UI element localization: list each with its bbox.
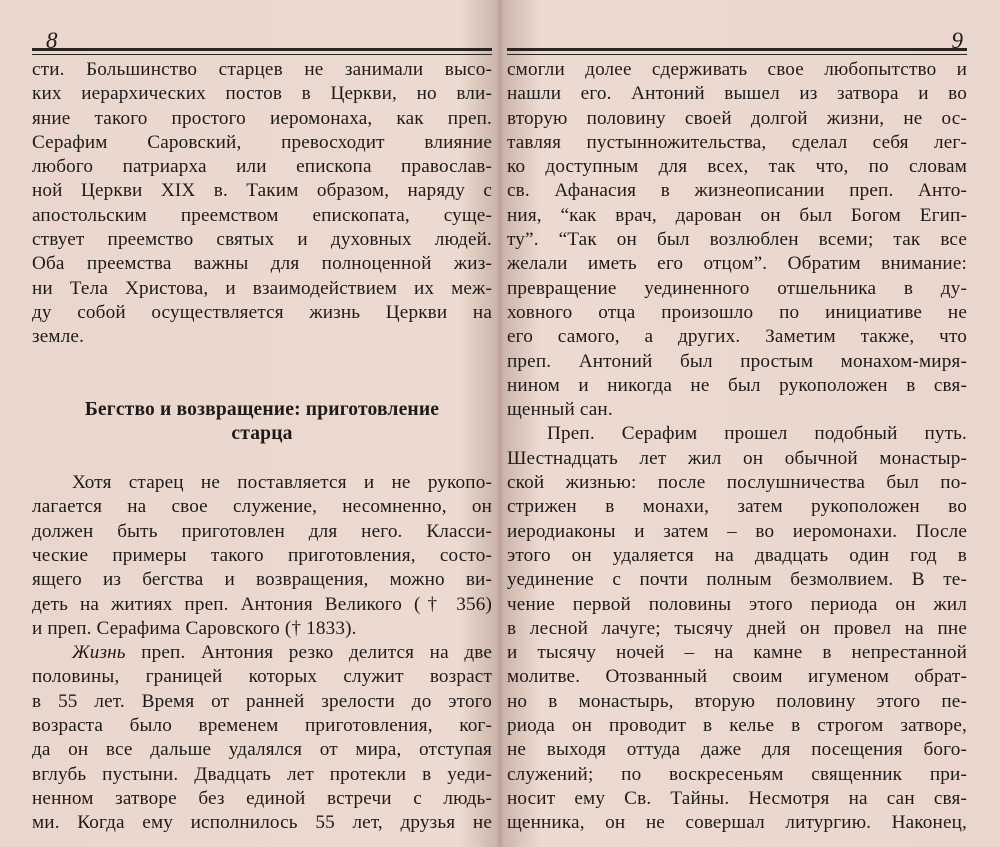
text-line: Серафим Саровский, превосходит влияние	[32, 131, 492, 153]
header-rule-left	[32, 48, 492, 55]
text-line: любого патриарха или епископа православ-	[32, 156, 492, 178]
text-line: Преп. Серафим прошел подобный путь.	[547, 423, 967, 445]
text-line: должен быть приготовлен для него. Класси-	[32, 520, 492, 542]
text-line: Хотя старец не поставляется и не рукопо-	[72, 472, 492, 494]
text-line: Шестнадцать лет жил он обычной монастыр-	[507, 447, 967, 469]
left-page-text	[32, 58, 492, 836]
text-line: его самого, а других. Заметим также, что	[507, 326, 967, 348]
text-line: смогли долее сдерживать свое любопытство и	[507, 59, 967, 80]
text-line: чение первой половины этого периода он жил	[507, 593, 967, 615]
text-line: лагается на свое служение, несомненно, он	[32, 496, 492, 518]
italic-word: Жизнь	[72, 642, 126, 664]
text-line: но в монастырь, вторую половину этого пе-	[507, 690, 967, 712]
text-line: в 55 лет. Время от ранней зрелости до этого	[32, 690, 492, 712]
text-line: желали иметь его отцом”. Обратим внимание:	[507, 253, 967, 275]
text-line: ненном затворе без единой встречи с людь-	[32, 787, 492, 809]
text-line: яние такого простого иеромонаха, как преп.	[32, 107, 492, 129]
text-line: стрижен в монахи, затем рукоположен во	[507, 496, 967, 518]
text-line: половины, границей которых служит возраст	[32, 666, 492, 688]
text-line: превращение уединенного отшельника в ду-	[507, 277, 967, 299]
text-line: сти. Большинство старцев не занимали высо-	[32, 59, 492, 80]
page-number-left: 8	[46, 28, 58, 53]
text-line: вглубь пустыни. Двадцать лет протекли в уеди-	[32, 763, 492, 785]
text-line: ной Церкви XIX в. Таким образом, наряду с	[32, 180, 492, 202]
left-page	[32, 0, 492, 847]
text-line: земле.	[32, 326, 85, 348]
text-line: деть на житиях преп. Антония Великого († 356)	[32, 593, 492, 615]
text-line: ствует преемство святых и духовных людей.	[32, 229, 492, 251]
text-line: щенника, он не совершал литургию. Наконец,	[507, 812, 967, 834]
text-line: ховного отца произошло по инициативе не	[507, 301, 967, 323]
text-line: нином и никогда не был рукоположен в свя-	[507, 374, 967, 396]
text-line: ни Тела Христова, и взаимодействием их меж-	[32, 277, 492, 299]
text-line: ской жизнью: после послушничества был по-	[507, 472, 967, 494]
text-line: преп. Антоний был простым монахом-миря-	[507, 350, 967, 372]
text-line	[32, 641, 492, 665]
text-line: возраста было временем приготовления, ког-	[32, 715, 492, 737]
header-rule-right	[507, 48, 967, 55]
section-heading: Бегство и возвращение: приготовление	[84, 399, 440, 421]
text-line: ду собой осуществляется жизнь Церкви на	[32, 301, 492, 323]
text-line: нашли его. Антоний вышел из затвора и во	[507, 83, 967, 105]
text-line: апостольским преемством епископата, суще-	[32, 204, 492, 226]
text-line: этого он удаляется на двадцать один год в	[507, 544, 967, 566]
text-line: ческие примеры такого приготовления, состо-	[32, 544, 492, 566]
text-line: и тысячу ночей – на камне в непрестанной	[507, 642, 967, 664]
text-line: щенный сан.	[507, 399, 613, 421]
text-line: риода он проводит в келье в строгом затворе,	[507, 715, 967, 737]
section-heading: старца	[231, 423, 293, 445]
right-page-text	[507, 58, 967, 836]
text-line: не выходя оттуда даже для посещения бого-	[507, 739, 967, 761]
text-line: носит ему Св. Тайны. Несмотря на сан свя-	[507, 787, 967, 809]
text-line: уединение с почти полным безмолвием. В те-	[507, 569, 967, 591]
text-line: ящего из бегства и возвращения, можно ви-	[32, 569, 492, 591]
text-line: иеродиаконы и затем – во иеромонахи. После	[507, 520, 967, 542]
text-line: ми. Когда ему исполнилось 55 лет, друзья не	[32, 812, 492, 834]
text-line: ния, “как врач, дарован он был Богом Егип-	[507, 204, 967, 226]
text-line: служений; по воскресеньям священник при-	[507, 763, 967, 785]
text-line: молитве. Отозванный своим игуменом обрат-	[507, 666, 967, 688]
text-line: св. Афанасия в жизнеописании преп. Анто-	[507, 180, 967, 202]
page-number-right: 9	[951, 28, 963, 53]
text-line: в лесной лачуге; тысячу дней он провел на пне	[507, 617, 967, 639]
right-page	[507, 0, 967, 847]
text-line: ту”. “Так он был возлюблен всеми; так все	[507, 229, 967, 251]
text-line: вторую половину своей долгой жизни, не ос-	[507, 107, 967, 129]
text-line: тавляя пустынножительства, сделал себя лег-	[507, 131, 967, 153]
text-line: ких иерархических постов в Церкви, но вли-	[32, 83, 492, 105]
text-run: преп. Антония резко делится на две	[125, 642, 492, 664]
text-line: и преп. Серафима Саровского († 1833).	[32, 617, 357, 639]
text-line: Оба преемства важны для полноценной жиз-	[32, 253, 492, 275]
text-line: да он все дальше удалялся от мира, отступая	[32, 739, 492, 761]
text-line: ко доступным для всех, так что, по словам	[507, 156, 967, 178]
